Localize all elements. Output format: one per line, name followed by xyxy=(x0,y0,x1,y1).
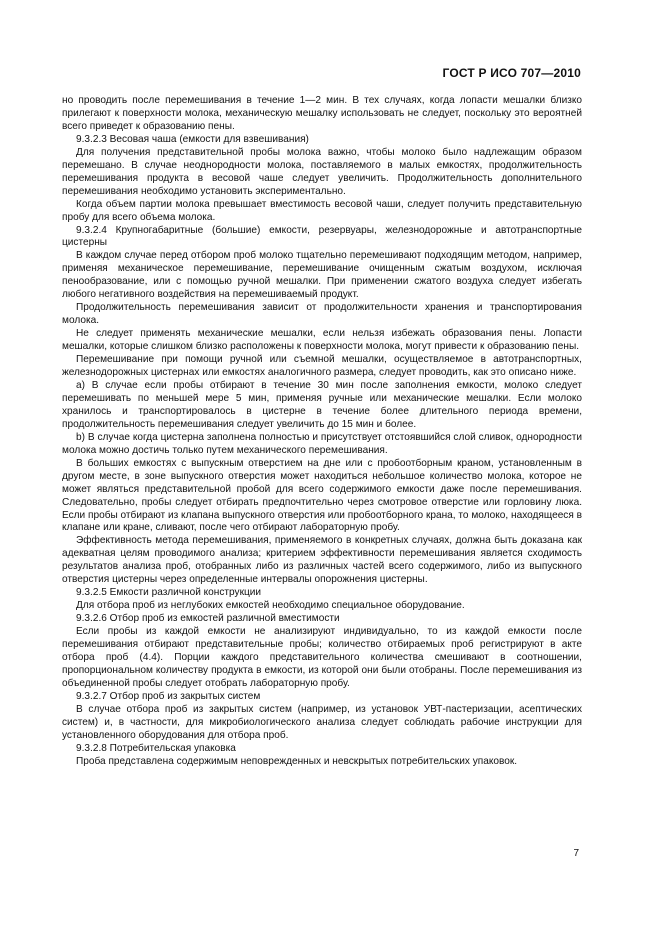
paragraph: В случае отбора проб из закрытых систем (например, из установок УВТ-пастеризации, асептических систем) и, в частности, для микробиологического анализа следует соблюдать рабочие инструкции для установленного оборудования для отбора проб. xyxy=(62,703,582,741)
paragraph: но проводить после перемешивания в течение 1—2 мин. В тех случаях, когда лопасти мешалки близко прилегают к поверхности молока, механическую мешалку использовать не следует, поскольку это вероятней всего приведет к образованию пены. xyxy=(62,95,582,132)
list-item-b: b) В случае когда цистерна заполнена полностью и присутствует отстоявшийся слой сливок, однородности молока можно достичь только путем механического перемешивания. xyxy=(62,431,582,456)
standard-designation: ГОСТ Р ИСО 707—2010 xyxy=(442,66,581,80)
section-heading: 9.3.2.3 Весовая чаша (емкости для взвешивания) xyxy=(76,133,309,145)
paragraph: В каждом случае перед отбором проб молоко тщательно перемешивают подходящим методом, например, применяя механическое перемешивание, перемешивание очищенным сжатым воздухом, исключая пенообразование, или с помощью ручной мешалки. При применении сжатого воздуха следует избегать любого негативного воздействия на перемешиваемый продукт. xyxy=(62,250,582,301)
paragraph: Если пробы из каждой емкости не анализируют индивидуально, то из каждой емкости после перемешивания отбирают представительные пробы; количество отбираемых проб регистрируют в акте отбора проб (4.4). Порции каждого представительного количества смешивают в соотношении, пропорциональном количеству продукта в емкости, из которой они были отобраны. После перемешивания из объединенной пробы следует отобрать лабораторную пробу. xyxy=(62,626,582,689)
paragraph: Не следует применять механические мешалки, если нельзя избежать образования пены. Лопасти мешалки, которые слишком близко расположены к поверхности молока, могут привести к образованию пены. xyxy=(62,328,582,353)
section-heading: 9.3.2.4 Крупногабаритные (большие) емкости, резервуары, железнодорожные и автотранспортные цистерны xyxy=(62,224,582,249)
paragraph: Эффективность метода перемешивания, применяемого в конкретных случаях, должна быть доказана как адекватная целям проводимого анализа; критерием эффективности перемешивания является сходимость результатов анализа проб, отобранных либо из различных частей всего содержимого, либо из выпускного отверстия цистерны через определенные интервалы опорожнения цистерны. xyxy=(62,535,582,586)
section-heading: 9.3.2.6 Отбор проб из емкостей различной вместимости xyxy=(76,613,340,625)
list-item-a: a) В случае если пробы отбирают в течение 30 мин после заполнения емкости, молоко следует перемешивать по меньшей мере 5 мин, применяя ручные или механические мешалки. Если молоко хранилось и транспортировалось в цистерне в течение более длительного периода времени, продолжительность перемешивания следует увеличить до 15 мин и более. xyxy=(62,379,582,430)
section-heading: 9.3.2.5 Емкости различной конструкции xyxy=(76,587,262,599)
paragraph: Проба представлена содержимым неповрежденных и невскрытых потребительских упаковок. xyxy=(76,755,518,767)
paragraph: Перемешивание при помощи ручной или съемной мешалки, осуществляемое в автотранспортных, железнодорожных цистернах или емкостях аналогичного размера, следует проводить, как это описано ниже. xyxy=(62,354,582,379)
page-number: 7 xyxy=(573,848,579,859)
document-body xyxy=(62,95,582,769)
paragraph: Когда объем партии молока превышает вместимость весовой чаши, следует получить представительную пробу для всего объема молока. xyxy=(62,198,582,223)
section-heading: 9.3.2.7 Отбор проб из закрытых систем xyxy=(76,690,261,702)
section-heading: 9.3.2.8 Потребительская упаковка xyxy=(76,742,236,754)
paragraph: Для получения представительной пробы молока важно, чтобы молоко было надлежащим образом перемешано. В случае неоднородности молока, поставляемого в малых емкостях, продолжительность перемешивания продукта в весовой чаше следует увеличить. Продолжительность дополнительного перемешивания необходимо установить экспериментально. xyxy=(62,146,582,197)
paragraph: Продолжительность перемешивания зависит от продолжительности хранения и транспортирования молока. xyxy=(62,302,582,327)
paragraph: В больших емкостях с выпускным отверстием на дне или с пробоотборным краном, установленным в другом месте, в зоне выпускного отверстия может находиться небольшое количество молока, которое не может являться представительной пробой для всего содержимого емкости даже после перемешивания. Следовательно, пробы следует отбирать предпочтительно через смотровое отверстие или горловину люка. Если пробы отбирают из клапана выпускного отверстия или пробоотборного крана, то молоко, находящееся в клапане или кране, сливают, после чего отбирают лабораторную пробу. xyxy=(62,457,582,534)
paragraph: Для отбора проб из неглубоких емкостей необходимо специальное оборудование. xyxy=(76,600,465,612)
